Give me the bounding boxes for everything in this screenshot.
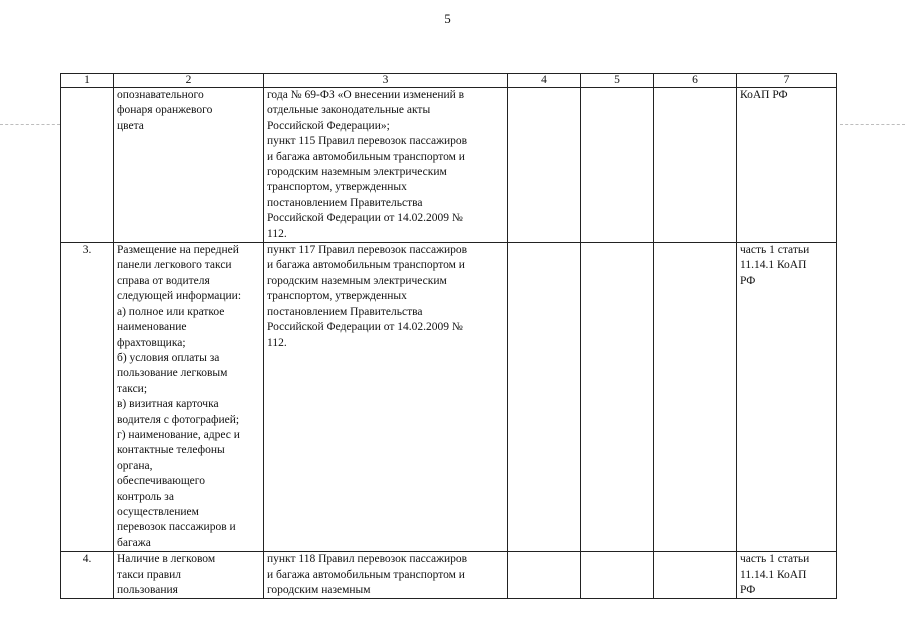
normative-act-cell: пункт 117 Правил перевозок пассажиров и багажа автомобильным транспортом и городским наземным электрическим транспортом, утвержденных постановлением Правительства Российской Федерации от 14.02.2009 № 112. (264, 243, 508, 552)
fold-line-left (0, 124, 60, 125)
responsibility-cell: КоАП РФ (737, 88, 837, 243)
normative-act-cell: пункт 118 Правил перевозок пассажиров и багажа автомобильным транспортом и городским наземным (264, 552, 508, 599)
header-row (61, 74, 837, 88)
column-header-5: 5 (581, 74, 654, 88)
row-number-cell (61, 88, 114, 243)
responsibility-cell: часть 1 статьи 11.14.1 КоАП РФ (737, 243, 837, 552)
column-header-7: 7 (737, 74, 837, 88)
column-header-3: 3 (264, 74, 508, 88)
column-5-cell (581, 88, 654, 243)
table-row (61, 243, 837, 552)
column-4-cell (508, 243, 581, 552)
column-header-2: 2 (114, 74, 264, 88)
requirement-cell: опознавательного фонаря оранжевого цвета (114, 88, 264, 243)
requirement-cell: Наличие в легковом такси правил пользования (114, 552, 264, 599)
column-6-cell (654, 88, 737, 243)
column-6-cell (654, 243, 737, 552)
column-6-cell (654, 552, 737, 599)
responsibility-cell: часть 1 статьи 11.14.1 КоАП РФ (737, 552, 837, 599)
normative-act-cell: года № 69-ФЗ «О внесении изменений в отдельные законодательные акты Российской Федерации»; пункт 115 Правил перевозок пассажиров и багажа автомобильным транспортом и городским наземным электрическим транспортом, утвержденных постановлением Правительства Российской Федерации от 14.02.2009 № 112. (264, 88, 508, 243)
requirement-cell: Размещение на передней панели легкового такси справа от водителя следующей информации: а) полное или краткое наименование фрахтовщика; б) условия оплаты за пользование легковым такси; в) визитная карточка водителя с фотографией; г) наименование, адрес и контактные телефоны органа, обеспечивающего контроль за осуществлением перевозок пассажиров и багажа (114, 243, 264, 552)
column-header-1: 1 (61, 74, 114, 88)
table-row (61, 552, 837, 599)
column-header-4: 4 (508, 74, 581, 88)
row-number-cell: 4. (61, 552, 114, 599)
column-4-cell (508, 552, 581, 599)
page-number: 5 (444, 11, 451, 26)
table-row (61, 88, 837, 243)
requirements-table (60, 73, 837, 599)
column-5-cell (581, 243, 654, 552)
column-5-cell (581, 552, 654, 599)
column-4-cell (508, 88, 581, 243)
fold-line-right (840, 124, 905, 125)
row-number-cell: 3. (61, 243, 114, 552)
column-header-6: 6 (654, 74, 737, 88)
